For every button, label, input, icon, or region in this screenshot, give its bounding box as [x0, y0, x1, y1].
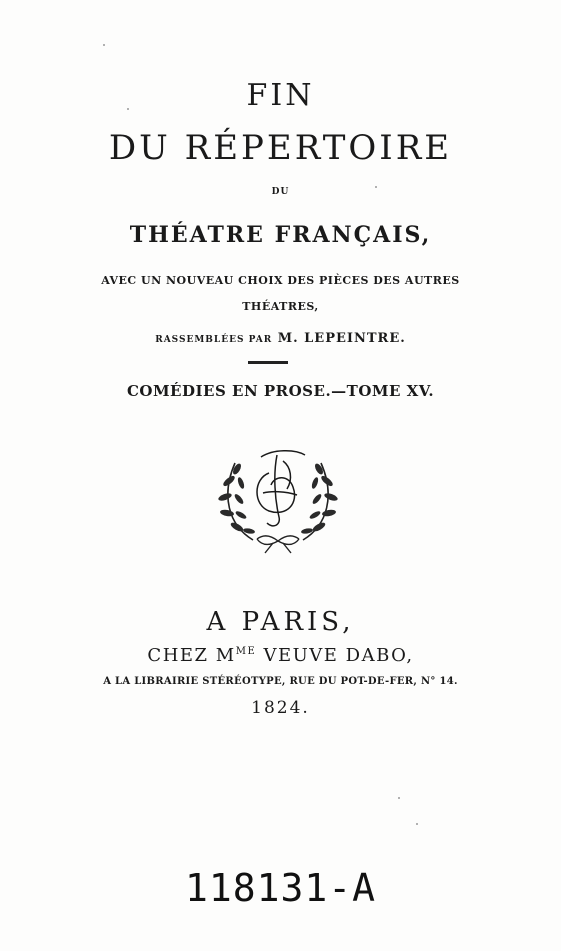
imprint-address: A LA LIBRAIRIE STÉRÉOTYPE, RUE DU POT-DE-FER, N° 14. — [103, 676, 458, 687]
publisher-name: VEUVE DABO, — [256, 645, 414, 666]
subtitle-theatres: THÉATRES, — [242, 300, 319, 313]
title-theatre-francais: THÉATRE FRANÇAIS, — [129, 222, 432, 248]
divider-rule — [248, 361, 288, 364]
paper-speck — [398, 797, 400, 799]
imprint-publisher — [0, 645, 561, 666]
title-du: DU — [271, 187, 290, 197]
imprint-place: A PARIS, — [206, 607, 355, 637]
compiler-prefix: RASSEMBLÉES PAR — [155, 335, 273, 345]
volume-line: COMÉDIES EN PROSE.—TOME XV. — [126, 382, 435, 400]
monogram-wreath-ornament — [213, 445, 343, 555]
publisher-prefix: CHEZ M — [147, 645, 236, 666]
compiler-name: M. LEPEINTRE. — [277, 331, 406, 346]
paper-speck — [103, 44, 105, 46]
title-repertoire: DU RÉPERTOIRE — [108, 128, 453, 168]
library-call-number: 118131-A — [184, 866, 377, 910]
compiler-line — [0, 331, 561, 346]
publisher-sup: ME — [235, 646, 257, 657]
subtitle-avec: AVEC UN NOUVEAU CHOIX DES PIÈCES DES AUTRES — [101, 274, 460, 287]
imprint-year: 1824. — [251, 698, 310, 718]
title-fin: FIN — [246, 78, 315, 113]
paper-speck — [416, 823, 418, 825]
